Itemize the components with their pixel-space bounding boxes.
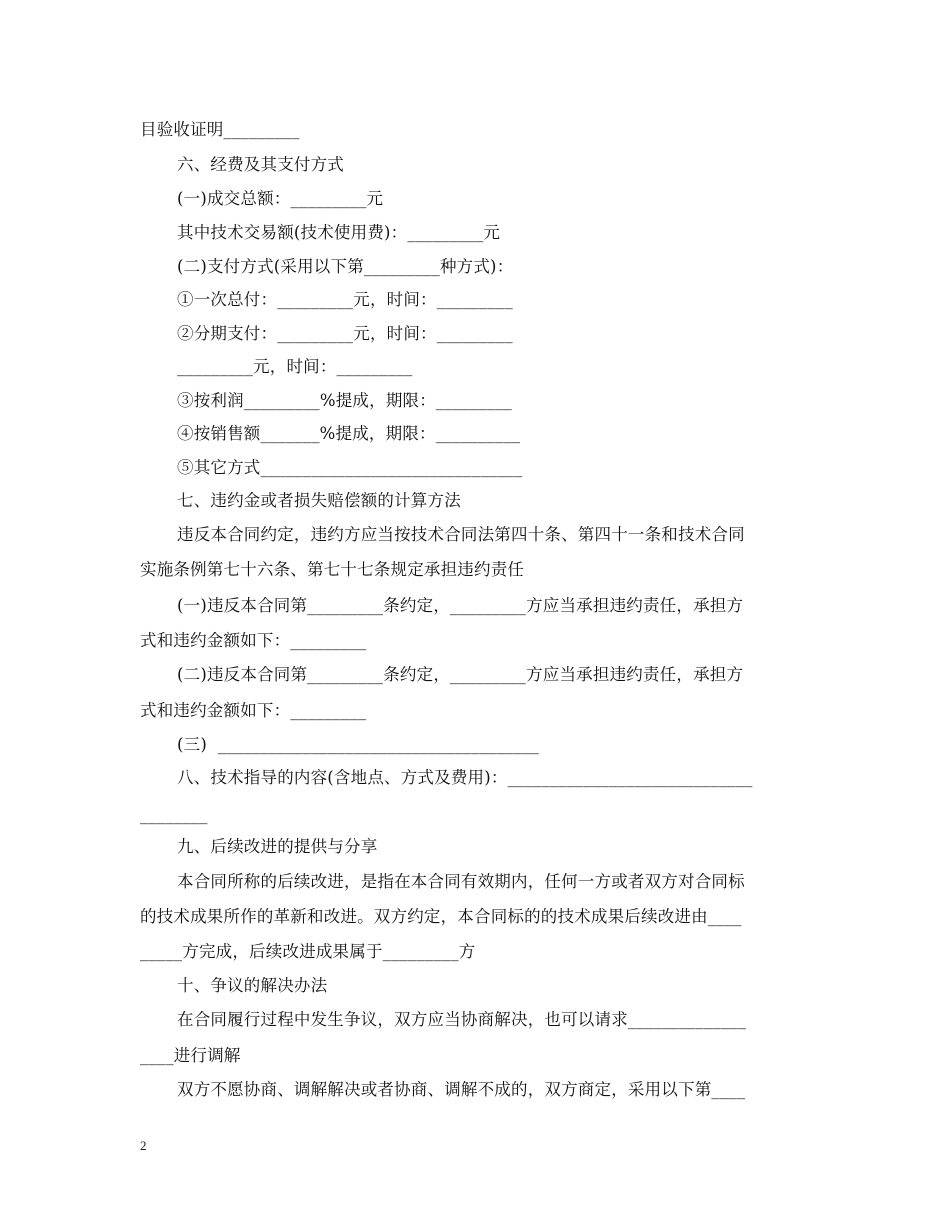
text-line: ⑤其它方式_______________________________ bbox=[177, 458, 523, 477]
text-line: (一)违反本合同第_________条约定，_________方应当承担违约责任，承担方 bbox=[177, 596, 744, 615]
text-line: 式和违约金额如下：_________ bbox=[140, 701, 367, 720]
text-line: ③按利润_________%提成，期限：_________ bbox=[177, 391, 512, 410]
text-line: (二)支付方式(采用以下第_________种方式)： bbox=[177, 257, 514, 276]
section-heading: 六、经费及其支付方式 bbox=[177, 155, 344, 174]
text-line: (三) ______________________________________ bbox=[177, 735, 539, 754]
text-line: ②分期支付：_________元，时间：_________ bbox=[177, 324, 513, 343]
text-line: 违反本合同约定，违约方应当按技术合同法第四十条、第四十一条和技术合同 bbox=[177, 525, 745, 544]
text-line: 的技术成果所作的革新和改进。双方约定，本合同标的的技术成果后续改进由____ bbox=[140, 907, 742, 926]
text-line: ①一次总付：_________元，时间：_________ bbox=[177, 290, 513, 309]
section-heading: 九、后续改进的提供与分享 bbox=[177, 837, 378, 856]
section-heading: 七、违约金或者损失赔偿额的计算方法 bbox=[177, 491, 461, 510]
page-number: 2 bbox=[140, 1138, 147, 1153]
text-line: (二)违反本合同第_________条约定，_________方应当承担违约责任，承担方 bbox=[177, 665, 744, 684]
text-line: ________ bbox=[140, 805, 208, 824]
text-line: _________元，时间：_________ bbox=[177, 357, 413, 376]
text-line: ④按销售额_______%提成，期限：__________ bbox=[177, 424, 521, 443]
text-line: 其中技术交易额(技术使用费)：_________元 bbox=[177, 223, 501, 242]
text-line: 本合同所称的后续改进，是指在本合同有效期内，任何一方或者双方对合同标 bbox=[177, 872, 745, 891]
section-heading: 八、技术指导的内容(含地点、方式及费用)：_____________________________ bbox=[177, 768, 753, 787]
section-heading: 十、争议的解决办法 bbox=[177, 976, 328, 995]
text-line: _____方完成，后续改进成果属于_________方 bbox=[140, 942, 476, 961]
text-line: 在合同履行过程中发生争议，双方应当协商解决，也可以请求______________ bbox=[177, 1010, 747, 1029]
text-line: 实施条例第七十六条、第七十七条规定承担违约责任 bbox=[140, 560, 525, 579]
text-line: (一)成交总额：_________元 bbox=[177, 189, 384, 208]
text-line: 目验收证明_________ bbox=[140, 120, 300, 139]
text-line: 双方不愿协商、调解解决或者协商、调解不成的，双方商定，采用以下第____ bbox=[177, 1080, 746, 1099]
text-line: ____进行调解 bbox=[140, 1046, 241, 1065]
text-line: 式和违约金额如下：_________ bbox=[140, 631, 367, 650]
